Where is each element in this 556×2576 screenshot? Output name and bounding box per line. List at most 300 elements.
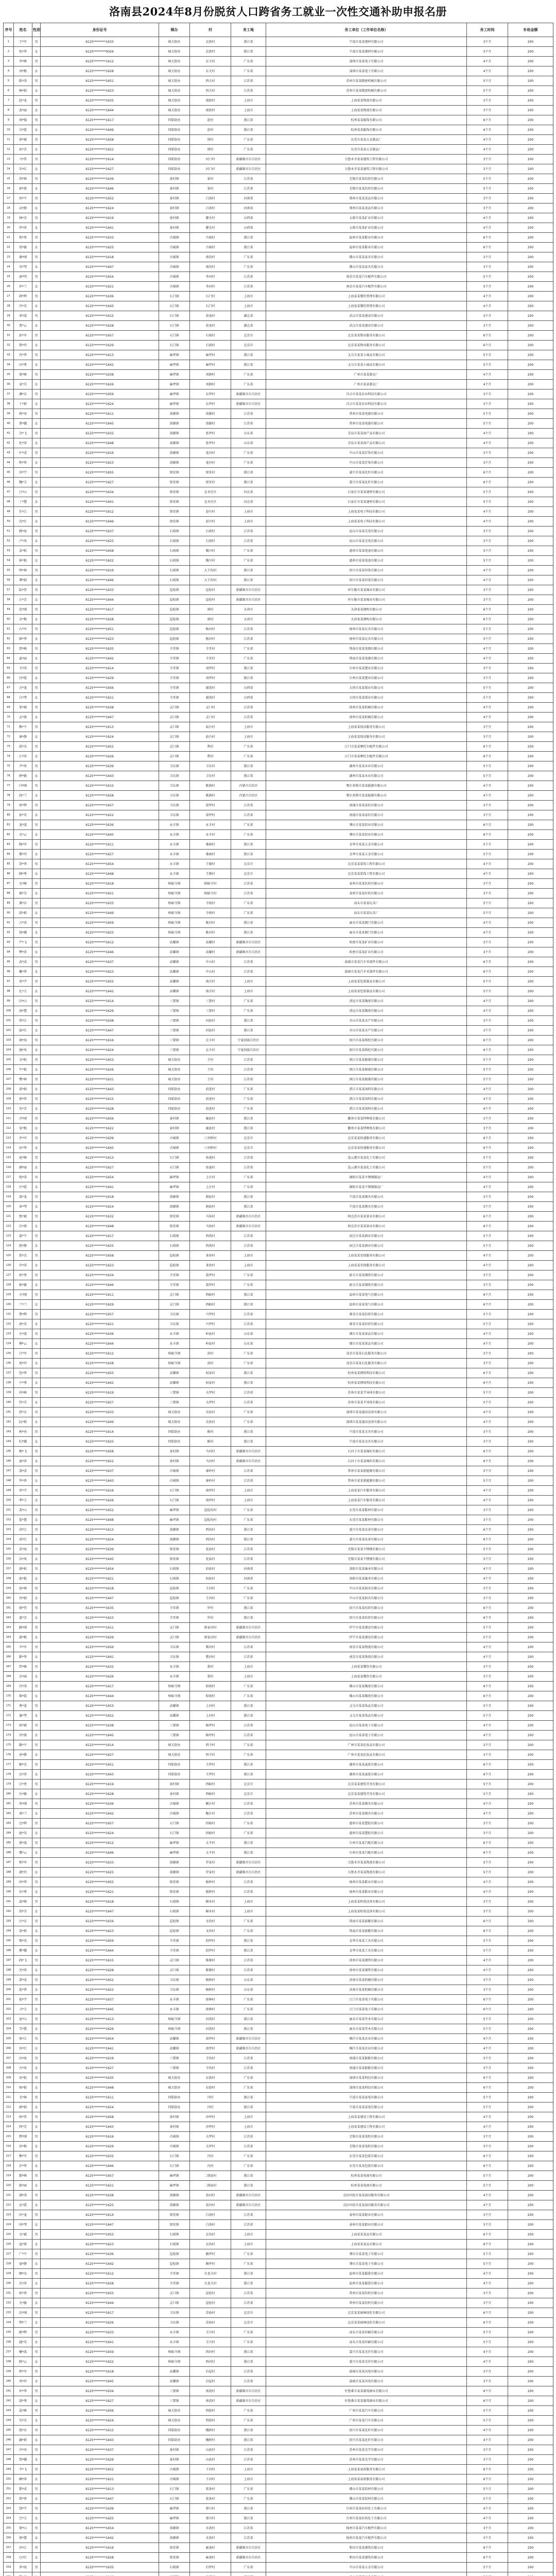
table-cell: 尖角村 [190, 1408, 231, 1417]
table-cell: 163 [4, 1623, 14, 1633]
table-cell: 200 [508, 644, 553, 654]
table-cell: 河北省 [231, 487, 266, 497]
table-cell: 巡检镇 [159, 615, 190, 624]
table-cell: 浙江省 [231, 2504, 266, 2514]
table-cell: 女 [32, 1868, 41, 1877]
table-cell: 熊*平 [14, 722, 32, 732]
table-row [4, 801, 553, 810]
table-cell: 拐峪村 [190, 1819, 231, 1828]
table-cell: 6125********1622 [41, 2357, 159, 2367]
table-cell: 女 [32, 1359, 41, 1368]
table-cell: 6个月 [467, 820, 508, 830]
table-row [4, 57, 553, 66]
table-cell: 6125********1622 [41, 145, 159, 155]
table-cell: 盐城市某某风电有限公司 [266, 2367, 467, 2377]
table-row [4, 624, 553, 634]
table-row [4, 1946, 553, 1956]
table-cell: 200 [508, 703, 553, 713]
table-cell: 98 [4, 987, 14, 996]
table-cell: 韦*涛 [14, 664, 32, 673]
table-cell: 浙江省 [231, 47, 266, 57]
table-cell: 女 [32, 2200, 41, 2210]
table-cell: 冷*亮 [14, 2445, 32, 2455]
table-cell: 6125********1643 [41, 1770, 159, 1780]
table-cell: 6125********1641 [41, 1652, 159, 1662]
table-cell: 御史村 [190, 223, 231, 233]
table-cell: 4个月 [467, 2504, 508, 2514]
table-cell: 太平村 [190, 1838, 231, 1848]
table-cell: 广东省 [231, 1104, 266, 1114]
table-cell: 黄龙村 [190, 311, 231, 321]
table-cell: 王塬村 [190, 859, 231, 869]
table-cell: 白洛村 [190, 204, 231, 213]
table-cell: 姜*松 [14, 546, 32, 556]
table-cell: 5个月 [467, 1163, 508, 1173]
table-cell: 女 [32, 1828, 41, 1838]
table-cell: 6125********1622 [41, 1124, 159, 1133]
table-cell: 麻坪镇 [159, 2504, 190, 2514]
table-cell: 200 [508, 840, 553, 850]
table-cell: 200 [508, 1623, 553, 1633]
table-cell: 东莞市某某鞋材有限公司 [266, 1515, 467, 1525]
table-cell: 昆山市某某光电有限公司 [266, 527, 467, 536]
table-cell: 6125********1628 [41, 2279, 159, 2289]
table-cell: 男 [32, 1290, 41, 1300]
table-cell: 200 [508, 350, 553, 360]
table-row [4, 1574, 553, 1584]
table-cell: 191 [4, 1897, 14, 1907]
table-cell: 男 [32, 76, 41, 86]
table-cell: 6125********1625 [41, 1241, 159, 1251]
table-cell: 江苏省 [231, 1652, 266, 1662]
table-cell: 200 [508, 967, 553, 977]
table-cell: 卫东镇 [159, 1642, 190, 1652]
table-cell: 女 [32, 2063, 41, 2073]
table-row [4, 1633, 553, 1642]
table-cell: 梅*飞 [14, 1447, 32, 1456]
table-cell: 山东省 [231, 438, 266, 448]
table-cell: 116 [4, 1163, 14, 1173]
table-cell: 200 [508, 1192, 553, 1202]
table-cell: 200 [508, 1026, 553, 1036]
table-cell: 四皓街办 [159, 2103, 190, 2112]
table-cell: 保安镇 [159, 1887, 190, 1897]
table-row [4, 869, 553, 879]
table-cell: 6个月 [467, 742, 508, 752]
table-cell: 6125********1628 [41, 1104, 159, 1114]
table-cell: 丽水市某某竹木有限公司 [266, 2024, 467, 2034]
table-cell: 男 [32, 546, 41, 556]
table-cell: 大王沟村 [190, 575, 231, 585]
table-cell: 222 [4, 2200, 14, 2210]
table-cell: 越*英 [14, 2337, 32, 2347]
table-cell: 徐州市某某钢管有限公司 [266, 1965, 467, 1975]
table-cell: 6个月 [467, 1848, 508, 1858]
table-row [4, 2259, 553, 2269]
table-cell: 6125********1612 [41, 57, 159, 66]
table-cell: 6125********1624 [41, 204, 159, 213]
table-cell: 6125********1623 [41, 458, 159, 468]
table-cell: 6个月 [467, 1682, 508, 1691]
table-cell: 南湾村 [190, 2386, 231, 2396]
table-cell: 三要镇 [159, 1026, 190, 1036]
table-row [4, 1505, 553, 1515]
table-cell: 山西省 [231, 223, 266, 233]
table-cell: 江苏省 [231, 527, 266, 536]
table-cell: 200 [508, 1613, 553, 1623]
table-cell: 6125********1647 [41, 2220, 159, 2230]
table-row [4, 262, 553, 272]
table-cell: 融*莉 [14, 2435, 32, 2445]
table-cell: 徐州市某某机械有限公司 [266, 703, 467, 713]
table-cell: 董村 [190, 1662, 231, 1672]
table-cell: 6125********1648 [41, 438, 159, 448]
table-cell: 6125********1627 [41, 2396, 159, 2406]
table-row [4, 575, 553, 585]
table-cell: 男 [32, 1408, 41, 1417]
table-cell: 200 [508, 106, 553, 115]
table-cell: 女 [32, 1241, 41, 1251]
table-cell: 男 [32, 57, 41, 66]
table-cell: 女 [32, 2435, 41, 2445]
table-cell: 江苏省 [231, 272, 266, 282]
table-cell: 景村镇 [159, 2122, 190, 2132]
table-cell: 镇江市某某眼镜有限公司 [266, 1055, 467, 1065]
table-cell: 广东省 [231, 1828, 266, 1838]
table-cell: 男 [32, 507, 41, 517]
table-cell: 6125********1654 [41, 1564, 159, 1574]
table-cell: 浙江省 [231, 771, 266, 781]
table-cell: 5个月 [467, 840, 508, 850]
table-cell: 6125********1636 [41, 292, 159, 301]
table-cell: 玉川村 [190, 2328, 231, 2337]
table-cell: 111 [4, 1114, 14, 1124]
table-cell: 巡检村 [190, 2289, 231, 2298]
table-cell: 盛*松 [14, 1564, 32, 1574]
table-cell: 卫东村 [190, 771, 231, 781]
table-cell: 钟*林 [14, 566, 32, 575]
table-cell: 城关街办 [159, 76, 190, 86]
table-cell: 女 [32, 2122, 41, 2132]
table-row [4, 497, 553, 507]
table-cell: 男 [32, 977, 41, 987]
table-cell: 上海某某物流有限公司 [266, 96, 467, 106]
table-cell: 156 [4, 1554, 14, 1564]
table-cell: 78 [4, 791, 14, 801]
table-cell: 200 [508, 664, 553, 673]
table-cell: 200 [508, 2249, 553, 2259]
table-cell: 邓*波 [14, 311, 32, 321]
table-cell: 119 [4, 1192, 14, 1202]
table-cell: 女 [32, 1222, 41, 1231]
table-cell: 灵口镇 [159, 722, 190, 732]
table-cell: 6125********1658 [41, 1251, 159, 1261]
table-cell: 洛源镇 [159, 1858, 190, 1868]
table-row [4, 243, 553, 252]
table-cell: 214 [4, 2122, 14, 2132]
table-cell: 女 [32, 928, 41, 938]
table-cell: 200 [508, 1466, 553, 1476]
table-cell: 东街村 [190, 2073, 231, 2083]
table-cell: 高耀镇 [159, 2367, 190, 2377]
table-cell: 北沟村 [190, 2230, 231, 2240]
table-cell: 杭州某某电商有限公司 [266, 2181, 467, 2191]
table-cell: 3个月 [467, 1584, 508, 1594]
table-cell: 卫东镇 [159, 1319, 190, 1329]
table-cell: 4个月 [467, 1877, 508, 1887]
table-cell: 马角村 [190, 1212, 231, 1222]
table-cell: 江苏省 [231, 1799, 266, 1809]
table-cell: 古城镇 [159, 282, 190, 292]
table-cell: 寺坡村 [190, 908, 231, 918]
table-cell: 6125********1622 [41, 810, 159, 820]
table-cell: 26 [4, 282, 14, 292]
table-cell: 江苏省 [231, 1809, 266, 1819]
table-cell: 200 [508, 566, 553, 575]
table-cell: 145 [4, 1447, 14, 1456]
table-cell: 4个月 [467, 781, 508, 791]
table-cell: 女 [32, 1770, 41, 1780]
table-cell: 3个月 [467, 47, 508, 57]
table-cell: 175 [4, 1740, 14, 1750]
table-cell: 巡检沟村 [190, 1505, 231, 1515]
table-cell: 6个月 [467, 1300, 508, 1310]
table-cell: 6个月 [467, 1036, 508, 1045]
table-cell: 任*江 [14, 507, 32, 517]
table-cell: 深圳市某某科技有限公司 [266, 2083, 467, 2093]
table-cell: 4个月 [467, 223, 508, 233]
table-cell: 西关村 [190, 86, 231, 96]
table-row [4, 2572, 553, 2576]
table-cell: 广东省 [231, 1691, 266, 1701]
table-cell: 女 [32, 2044, 41, 2054]
table-cell: 5个月 [467, 1065, 508, 1075]
table-cell: 麻坪村 [190, 350, 231, 360]
table-row [4, 2328, 553, 2337]
table-cell: 6125********1621 [41, 889, 159, 899]
table-cell: 234 [4, 2318, 14, 2328]
table-cell: 上海某某汽车服务有限公司 [266, 1486, 467, 1496]
table-row [4, 605, 553, 615]
table-cell: 鲍庄村 [190, 1809, 231, 1819]
table-row [4, 2063, 553, 2073]
table-cell: 涂*江 [14, 1525, 32, 1535]
table-cell: 景村 [190, 174, 231, 184]
table-cell: 葛*娟 [14, 1084, 32, 1094]
table-cell: 八里桥村 [190, 1143, 231, 1153]
table-row [4, 1319, 553, 1329]
table-cell: 3个月 [467, 1594, 508, 1603]
table-cell: 台州市某某汽配有限公司 [266, 1838, 467, 1848]
table-cell: 魏*玉 [14, 478, 32, 487]
table-cell: 姚*海 [14, 527, 32, 536]
table-row [4, 1789, 553, 1799]
table-cell: 东莞市某某包装有限公司 [266, 2151, 467, 2161]
table-cell: 浙江省 [231, 2181, 266, 2191]
table-cell: 江苏省 [231, 184, 266, 194]
table-cell: 4个月 [467, 1574, 508, 1584]
table-cell: 浙江省 [231, 840, 266, 850]
table-row [4, 693, 553, 703]
table-cell: 秦岭村 [190, 1476, 231, 1486]
table-cell: 城关街办 [159, 86, 190, 96]
table-cell: 苏州市某某半导体有限公司 [266, 1398, 467, 1408]
table-cell: 谷*凤 [14, 1554, 32, 1564]
table-cell: 慎*艳 [14, 2083, 32, 2093]
table-cell: 3个月 [467, 2298, 508, 2308]
table-cell: 男 [32, 1329, 41, 1339]
table-cell: 141 [4, 1408, 14, 1417]
table-cell: 北京某某快递服务有限公司 [266, 1133, 467, 1143]
table-cell: 石坡村 [190, 527, 231, 536]
table-row [4, 66, 553, 76]
table-cell: 南京市某某物流有限公司 [266, 1642, 467, 1652]
table-cell: 新疆维吾尔自治区 [231, 585, 266, 595]
table-cell: 200 [508, 1496, 553, 1505]
table-cell: 男 [32, 1721, 41, 1731]
table-cell: 江苏省 [231, 1887, 266, 1897]
table-cell: 200 [508, 2103, 553, 2112]
table-cell: 6125********1616 [41, 2132, 159, 2142]
table-cell: 广东省 [231, 2328, 266, 2337]
table-cell: 6125********1625 [41, 1868, 159, 1877]
table-cell: 200 [508, 869, 553, 879]
table-cell: 61 [4, 624, 14, 634]
table-cell: 夏*丽 [14, 654, 32, 664]
table-cell: 卫东村 [190, 761, 231, 771]
table-cell: 女 [32, 1965, 41, 1975]
table-row [4, 2523, 553, 2533]
table-row [4, 761, 553, 771]
table-cell: 城关街办 [159, 2406, 190, 2416]
table-cell: 曾*玲 [14, 341, 32, 350]
table-cell: 新疆维吾尔自治区 [231, 595, 266, 605]
table-cell: 喀什市某某农业有限公司 [266, 2044, 467, 2054]
table-cell: 204 [4, 2024, 14, 2034]
table-cell: 男 [32, 1701, 41, 1711]
table-cell: 女 [32, 380, 41, 389]
table-cell: 惠州市某某电池有限公司 [266, 546, 467, 556]
table-cell: 女 [32, 967, 41, 977]
table-cell: 180 [4, 1789, 14, 1799]
table-cell: 6125********1626 [41, 1672, 159, 1682]
table-cell: 武汉市某某建设有限公司 [266, 311, 467, 321]
table-cell: 浙江省 [231, 468, 266, 478]
table-cell: 男 [32, 840, 41, 850]
table-cell: 昆山市某某电子有限公司 [266, 1731, 467, 1740]
table-cell: 3个月 [467, 2132, 508, 2142]
table-cell: 寺坡村 [190, 899, 231, 908]
table-row [4, 1222, 553, 1231]
table-cell: 252 [4, 2494, 14, 2504]
table-row [4, 1173, 553, 1182]
column-header: 补助金额 [508, 23, 553, 37]
table-cell: 西街村 [190, 2416, 231, 2426]
table-cell: 200 [508, 683, 553, 693]
table-cell: 古城镇 [159, 2142, 190, 2151]
table-row [4, 1065, 553, 1075]
table-cell: 200 [508, 2289, 553, 2298]
table-row [4, 360, 553, 370]
table-cell: 200 [508, 2435, 553, 2445]
table-cell: 宁波市某某文具有限公司 [266, 1437, 467, 1447]
table-cell: 22 [4, 243, 14, 252]
table-row [4, 370, 553, 380]
table-row [4, 1515, 553, 1525]
table-cell: 6125********1623 [41, 634, 159, 644]
table-cell: 6个月 [467, 1770, 508, 1780]
table-cell: 翁*林 [14, 1584, 32, 1594]
table-cell: 郭*燕 [14, 184, 32, 194]
table-cell: 天津某某钢构有限公司 [266, 615, 467, 624]
table-cell: 保安镇 [159, 507, 190, 517]
table-row [4, 615, 553, 624]
table-cell: 200 [508, 1359, 553, 1368]
table-cell: 6125********1637 [41, 527, 159, 536]
table-cell: 洛源镇 [159, 438, 190, 448]
table-cell: 高耀镇 [159, 2044, 190, 2054]
table-cell: 四皓街办 [159, 1427, 190, 1437]
table-cell: 女 [32, 282, 41, 292]
table-cell: 上海市 [231, 732, 266, 742]
table-cell: 嘉兴市某某皮革有限公司 [266, 1525, 467, 1535]
table-cell: 邢村 [190, 135, 231, 145]
table-cell: 女 [32, 1163, 41, 1173]
table-cell: 200 [508, 1124, 553, 1133]
table-cell: 15 [4, 174, 14, 184]
table-cell: 珠海市某某游艇有限公司 [266, 1917, 467, 1926]
table-cell: 6个月 [467, 1133, 508, 1143]
table-row [4, 1261, 553, 1270]
table-cell: 扬州市某某鞋业有限公司 [266, 1887, 467, 1897]
table-cell: 10 [4, 125, 14, 135]
table-cell: 男 [32, 272, 41, 282]
table-cell: 6125********1621 [41, 2475, 159, 2484]
table-cell: 女 [32, 223, 41, 233]
table-cell: 99 [4, 996, 14, 1006]
table-row [4, 673, 553, 683]
table-cell: 赵村 [190, 115, 231, 125]
table-cell: 江苏省 [231, 624, 266, 634]
table-cell: 6125********1621 [41, 1574, 159, 1584]
table-cell: 桐木村 [190, 1907, 231, 1917]
table-cell: 浙江省 [231, 1613, 266, 1623]
table-cell: 苏州市某某精密机械有限公司 [266, 76, 467, 86]
table-cell: 200 [508, 2151, 553, 2161]
table-cell: 邹*斌 [14, 703, 32, 713]
table-cell: 无锡市某某纺织有限公司 [266, 184, 467, 194]
table-cell: 盐城市某某风电有限公司 [266, 2377, 467, 2386]
table-cell: 农*秀 [14, 1887, 32, 1897]
table-cell: 金华市某某五金有限公司 [266, 840, 467, 850]
table-row [4, 47, 553, 57]
table-cell: 200 [508, 1075, 553, 1084]
table-cell: 男 [32, 252, 41, 262]
table-cell: 陶*军 [14, 840, 32, 850]
table-cell: 阿克苏市某某果业有限公司 [266, 1222, 467, 1231]
table-cell: 中山市某某厨具有限公司 [266, 1594, 467, 1603]
table-cell: 女 [32, 321, 41, 331]
table-cell: 佛山市某某铝材有限公司 [266, 2484, 467, 2494]
table-cell: 200 [508, 2563, 553, 2572]
table-cell: 罗村 [190, 1603, 231, 1613]
table-cell: 浙江省 [231, 2426, 266, 2435]
table-cell: 5个月 [467, 850, 508, 859]
table-cell: 4个月 [467, 1486, 508, 1496]
table-cell: 衢州市某某特种纸有限公司 [266, 1124, 467, 1133]
table-cell: 174 [4, 1731, 14, 1740]
table-cell: 200 [508, 1731, 553, 1740]
